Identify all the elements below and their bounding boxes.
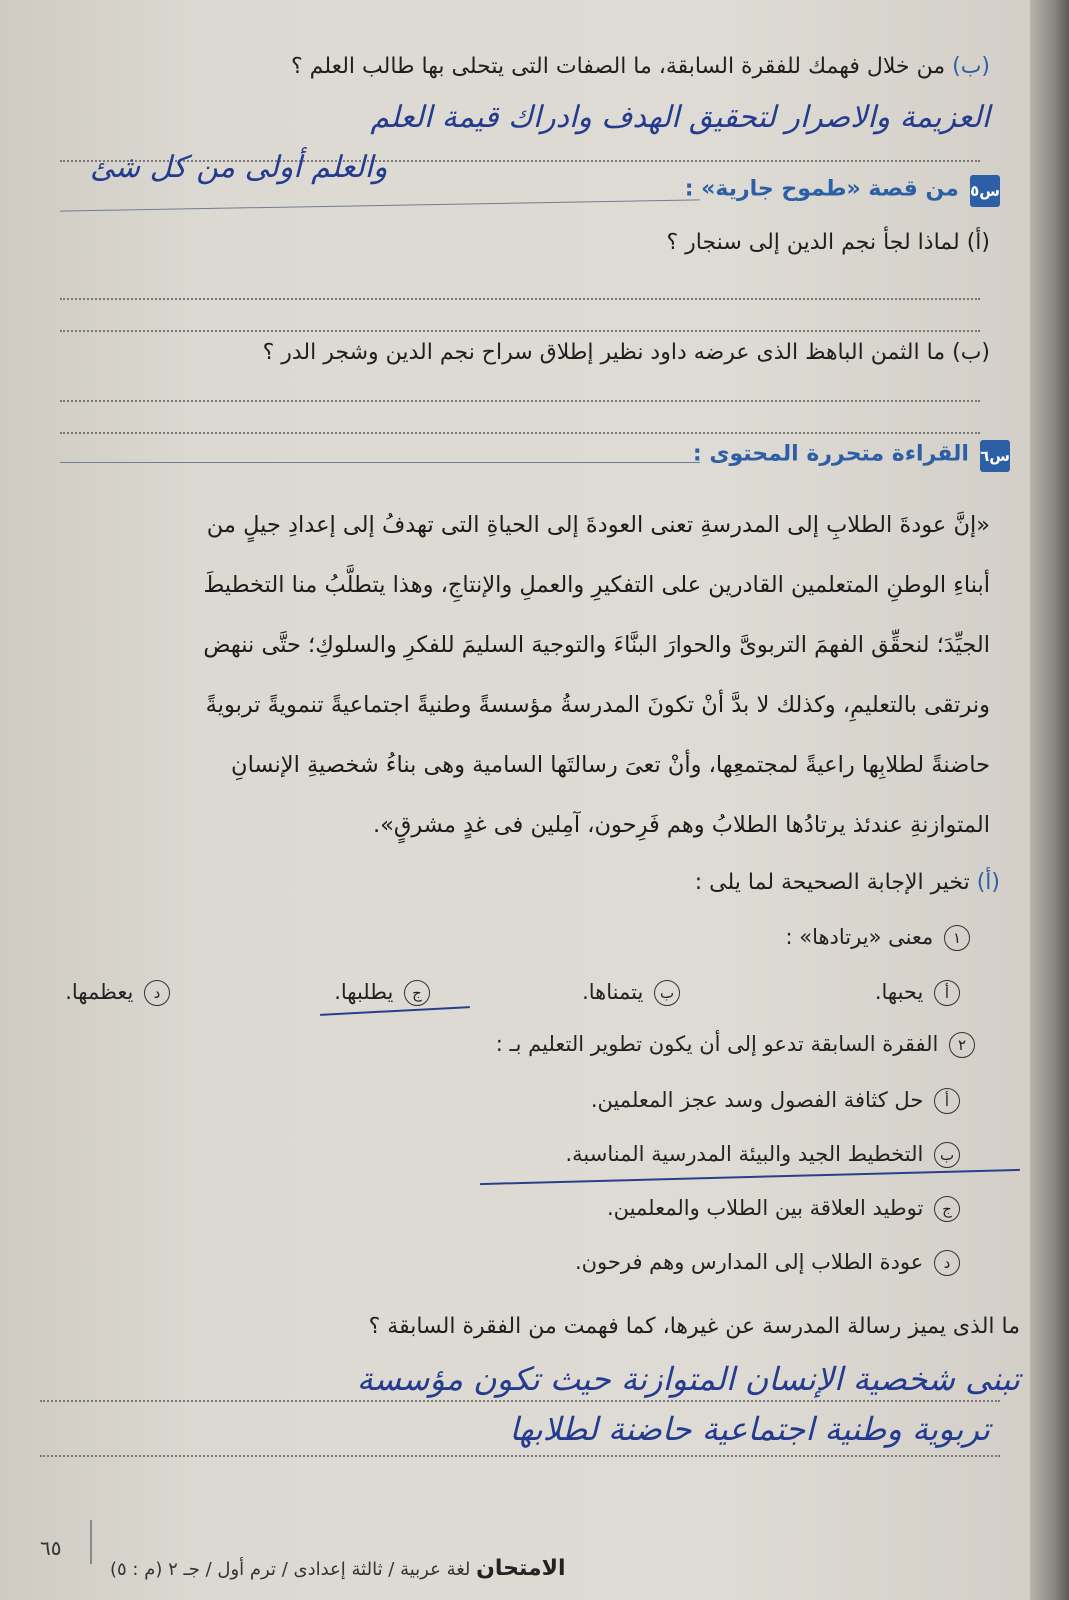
passage-line: الجيِّدَ؛ لنحقِّق الفهمَ التربوىَّ والحوارَ البنَّاءَ والتوجيهَ السليمَ للفكرِ والسلوكِ؛ حتَّى ننهض (203, 632, 990, 658)
option-letter: ج (404, 980, 430, 1006)
passage-line: المتوازنةِ عندئذ يرتادُها الطلابُ وهم فَرِحون، آمِلين فى غدٍ مشرقٍ». (372, 812, 990, 838)
option-text: يعظمها. (65, 980, 134, 1004)
footer-book-info: لغة عربية / ثالثة إعدادى / ترم أول / جـ ٢ (م : ٥) (110, 1559, 471, 1580)
book-binding-edge (1030, 0, 1069, 1600)
answer-dotted-line (40, 1455, 1000, 1457)
handwritten-answer-line: تبنى شخصية الإنسان المتوازنة حيث تكون مؤسسة (356, 1360, 1020, 1398)
footer-info (110, 1556, 566, 1581)
question-badge: س٥ (970, 175, 1000, 207)
answer-dotted-line (60, 432, 980, 434)
question-text: تخير الإجابة الصحيحة لما يلى : (694, 870, 970, 895)
option-text: يحبها. (874, 980, 924, 1004)
question-label: (ب) (952, 340, 990, 365)
question-badge: س٦ (980, 440, 1010, 472)
sub-question-text: معنى «يرتادها» : (785, 925, 934, 949)
answer-dotted-line (40, 1400, 1000, 1402)
passage-line: حاضنةً لطلابِها راعيةً لمجتمعِها، وأنْ تعىَ رسالتَها السامية وهى بناءُ شخصيةِ الإنسانِ (231, 752, 990, 778)
question-text: من خلال فهمك للفقرة السابقة، ما الصفات التى يتحلى بها طالب العلم ؟ (291, 54, 946, 79)
option-c-selected[interactable] (334, 980, 430, 1006)
option-text: حل كثافة الفصول وسد عجز المعلمين. (590, 1088, 924, 1112)
passage-line: ونرتقى بالتعليمِ، وكذلك لا بدَّ أنْ تكونَ المدرسةُ مؤسسةً وطنيةً اجتماعيةً تنمويةً تربويةً (205, 692, 990, 718)
option-b-selected[interactable] (565, 1142, 960, 1168)
number-circle: ١ (944, 925, 970, 951)
handwritten-underline (480, 1169, 1020, 1185)
question-label: (أ) (976, 870, 1000, 895)
handwritten-answer-line: تربوية وطنية اجتماعية حاضنة لطلابها (509, 1410, 990, 1448)
divider (60, 199, 700, 211)
sub-question-2 (496, 1032, 975, 1058)
option-text: التخطيط الجيد والبيئة المدرسية المناسبة. (565, 1142, 924, 1166)
option-letter: د (144, 980, 170, 1006)
option-letter: ب (934, 1142, 960, 1168)
s6-question-b (369, 1314, 1020, 1339)
sub-question-text: الفقرة السابقة تدعو إلى أن يكون تطوير التعليم بـ : (495, 1032, 939, 1056)
section5-header (685, 175, 1000, 207)
passage-line: أبناءِ الوطنِ المتعلمين القادرين على التفكيرِ والعملِ والإنتاجِ، وهذا يتطلَّبُ منا التخطيطَ (203, 572, 990, 598)
s6-question-a (695, 870, 1000, 895)
question-label: (أ) (966, 230, 990, 255)
option-text: عودة الطلاب إلى المدارس وهم فرحون. (574, 1250, 924, 1274)
handwritten-answer-line: العزيمة والاصرار لتحقيق الهدف وادراك قيمة العلم (370, 100, 990, 135)
section6-header (693, 440, 1010, 472)
page-number: ٦٥ (40, 1536, 62, 1560)
option-d[interactable] (575, 1250, 960, 1276)
brand-logo: الامتحان (476, 1556, 566, 1581)
question-text: لماذا لجأ نجم الدين إلى سنجار ؟ (666, 230, 960, 255)
option-d[interactable] (65, 980, 170, 1006)
answer-dotted-line (60, 330, 980, 332)
answer-dotted-line (60, 400, 980, 402)
section-title: من قصة «طموح جارية» : (684, 176, 959, 202)
question-text: ما الثمن الباهظ الذى عرضه داود نظير إطلاق سراح نجم الدين وشجر الدر ؟ (262, 340, 946, 365)
s5-question-a (666, 230, 990, 255)
option-a[interactable] (875, 980, 960, 1006)
footer-divider (90, 1520, 92, 1564)
option-a[interactable] (591, 1088, 960, 1114)
option-b[interactable] (582, 980, 680, 1006)
s5-question-b (263, 340, 990, 365)
answer-dotted-line (60, 298, 980, 300)
question-label: (ب) (952, 54, 990, 79)
prev-question-b (291, 54, 990, 79)
option-letter: ب (654, 980, 680, 1006)
option-letter: ج (934, 1196, 960, 1222)
option-text: توطيد العلاقة بين الطلاب والمعلمين. (606, 1196, 924, 1220)
option-letter: أ (934, 980, 960, 1006)
option-c[interactable] (607, 1196, 960, 1222)
option-text: يطلبها. (334, 980, 394, 1004)
section-title: القراءة متحررة المحتوى : (692, 441, 969, 467)
divider (60, 462, 700, 463)
number-circle: ٢ (949, 1032, 975, 1058)
handwritten-underline (320, 1006, 470, 1016)
sub-question-1 (785, 925, 970, 951)
question-text: ما الذى يميز رسالة المدرسة عن غيرها، كما فهمت من الفقرة السابقة ؟ (368, 1314, 1020, 1339)
option-letter: أ (934, 1088, 960, 1114)
reading-passage (50, 495, 990, 855)
handwritten-answer-line: والعلم أولى من كل شئ (90, 150, 388, 185)
passage-line: «إنَّ عودةَ الطلابِ إلى المدرسةِ تعنى العودةَ إلى الحياةِ التى تهدفُ إلى إعدادِ جيلٍ من (206, 512, 990, 538)
option-letter: د (934, 1250, 960, 1276)
option-text: يتمناها. (582, 980, 644, 1004)
